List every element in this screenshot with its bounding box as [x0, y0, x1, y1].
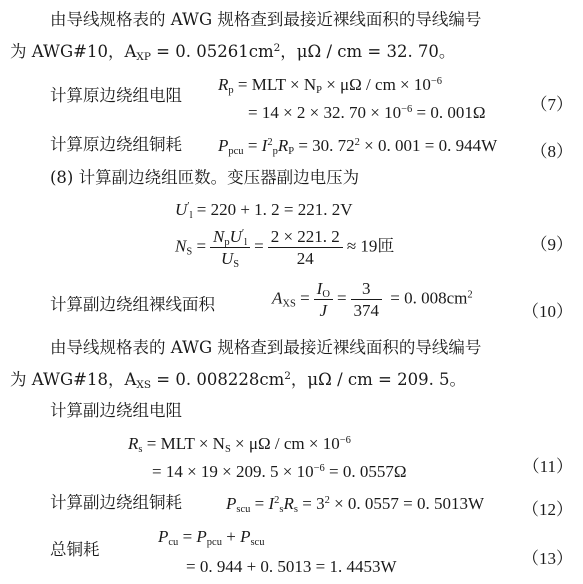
eq10-expression: $A_{XS}$ = $\frac{I_O}{J}$ = $\frac{3}{374}$ = 0. $008cm^2$ [272, 279, 473, 320]
axp-subscript: XP [136, 51, 151, 63]
eq9-number: （9） [530, 235, 573, 254]
eq7-number: （7） [530, 95, 573, 114]
eq11-line-1: $R_s$ = MLT × $N_S \times \mu\Omega$ / cm × $10^{-6}$ [128, 434, 351, 455]
eq13-line-1: $P_{cu} = P_{pcu} + P_{scu}$ [158, 527, 265, 548]
label-primary-copper-loss: 计算原边绕组铜耗 [50, 135, 182, 154]
eq12-number: （12） [522, 500, 573, 519]
eq13-number: （13） [522, 549, 573, 568]
paragraph-2-line-2: 为 AWG#18，$A_{XS} = 0$. $008228cm^2$，μΩ / cm = 209. 5。 [10, 370, 467, 391]
paragraph-1-line-1: 由导线规格表的 AWG 规格查到最接近裸线面积的导线编号 [50, 10, 482, 29]
axp-value: = 0. 05261cm [150, 42, 274, 61]
step-8-title: (8) 计算副边绕组匝数。变压器副边电压为 [50, 168, 360, 187]
label-secondary-bare-area: 计算副边绕组裸线面积 [50, 295, 215, 314]
eq12-expression: $P_{scu} = I^2_sR_s = 3^2 \times 0$. 0557 = 0. 5013W [226, 494, 485, 515]
eq9-expression: $N_S$ = $\frac{N_pU'_l}{U_S}$ = $\frac{2 \times 221. 2}{24}$ ≈ 19匝 [175, 227, 395, 270]
eq-secondary-voltage: $U'_l = 220 + 1$. 2 = 221. 2V [175, 200, 353, 221]
eq11-number: （11） [522, 457, 573, 476]
mu-per-cm-value: ，μΩ / cm = 32. 70。 [280, 42, 456, 61]
eq7-line-1: $R_p$ = MLT × $N_P \times \mu\Omega$ / cm × $10^{-6}$ [218, 75, 443, 96]
awg10-text: 为 AWG#10，A [10, 42, 137, 61]
paragraph-2-line-1: 由导线规格表的 AWG 规格查到最接近裸线面积的导线编号 [50, 338, 482, 357]
paragraph-1-line-2: 为 AWG#10，$A_{XP} = 0$. $05261cm^2$，μΩ / cm = 32. 70。 [10, 42, 456, 63]
eq7-line-2: = 14 × 2 × 32. $70 \times 10^{-6} = 0$. 001Ω [248, 103, 486, 122]
eq8-expression: $P_{pcu} = I^2_pR_P = 30$. $72^2 \times 0$. 001 = 0. 944W [218, 136, 498, 157]
label-primary-resistance: 计算原边绕组电阻 [50, 86, 182, 105]
eq11-line-2: = 14 × 19 × 209. $5 \times 10^{-6} = 0$. 0557Ω [152, 462, 407, 481]
label-secondary-copper-loss: 计算副边绕组铜耗 [50, 493, 182, 512]
eq13-line-2: = 0. 944 + 0. 5013 = 1. 4453W [186, 557, 397, 576]
eq10-number: （10） [522, 302, 573, 321]
label-secondary-resistance: 计算副边绕组电阻 [50, 401, 182, 420]
label-total-copper-loss: 总铜耗 [50, 540, 100, 559]
eq8-number: （8） [530, 142, 573, 161]
